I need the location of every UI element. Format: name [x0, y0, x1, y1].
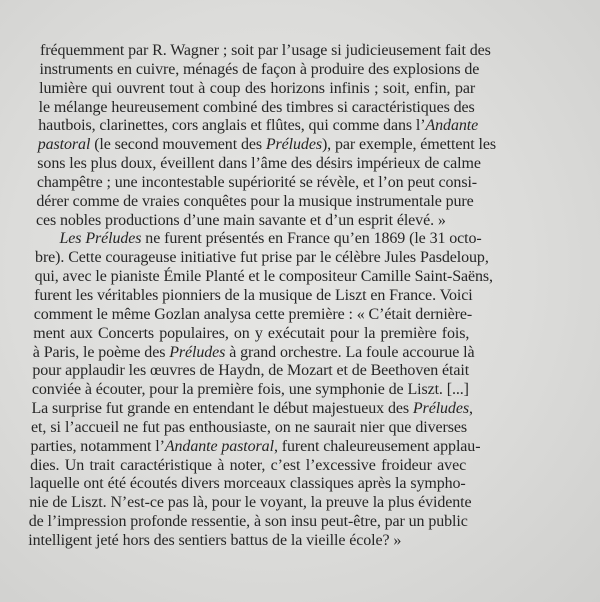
text-segment: laquelle ont été écoutés divers morceaux classiques après la sympho- [29, 475, 466, 493]
text-line [32, 343, 475, 363]
text-line [36, 230, 482, 249]
text-line [39, 99, 475, 118]
text-line [36, 193, 472, 212]
text-segment: à Paris, le poème des [32, 343, 170, 361]
text-segment: le mélange heureusement combiné des timbres si caractéristiques des [38, 98, 475, 116]
text-line [29, 494, 472, 513]
text-segment: fréquemment par R. Wagner ; soit par l’usage si judicieusement fait des [40, 42, 491, 59]
italic-title-text: Andante pastoral [164, 437, 274, 455]
text-segment: de l’impression profonde ressentie, à son insu peut-être, par un public [28, 513, 468, 531]
text-segment: dies. Un trait caractéristique à noter, c’est l’excessive froideur avec [30, 456, 467, 474]
text-line [28, 532, 464, 551]
text-segment: sons les plus doux, éveillent dans l’âme des désirs impérieux de calme [37, 155, 481, 173]
text-line [36, 212, 472, 231]
text-segment: et, si l’accueil ne fut pas enthousiaste, on ne saurait nier que diverses [31, 418, 467, 436]
italic-title-text: Préludes [169, 343, 226, 361]
text-segment: lumière qui ouvrent tout à coup des horizons infinis ; soit, enfin, par [39, 79, 476, 97]
text-segment: furent les véritables pionniers de la musique de Liszt en France. Voici [34, 286, 473, 304]
text-segment: ces nobles productions d’une main savante et d’un esprit élevé. » [35, 211, 446, 229]
text-segment: hautbois, clarinettes, cors anglais et flûtes, qui comme dans l’ [38, 117, 426, 135]
text-segment: ment aux Concerts populaires, on y exécutait pour la première fois, [33, 324, 470, 342]
text-line [33, 325, 469, 344]
text-line [39, 80, 475, 99]
text-segment: pour applaudir les œuvres de Haydn, de Mozart et de Beethoven était [32, 362, 470, 380]
text-line [34, 286, 473, 306]
text-segment: instruments en cuivre, ménagés de façon à produire des explosions de [39, 60, 480, 78]
text-segment: nie de Liszt. N’est-ce pas là, pour le voyant, la preuve la plus évidente [29, 494, 472, 512]
text-line [30, 437, 481, 457]
text-segment: , [468, 400, 473, 418]
text-line [37, 136, 496, 155]
italic-title-text: Andante [425, 117, 479, 135]
text-segment: conviée à écouter, pour la première fois, une symphonie de Liszt. [...] [31, 381, 469, 399]
text-segment: qui, avec le pianiste Émile Planté et le compositeur Camille Saint-Saëns, [34, 268, 493, 286]
text-line [40, 42, 491, 61]
italic-title-text: Les Préludes [59, 230, 142, 248]
text-segment: dérer comme de vraies conquêtes pour la musique instrumentale pure [36, 192, 474, 210]
text-line [31, 400, 473, 419]
text-line [30, 475, 466, 494]
text-line [35, 249, 489, 268]
text-line [33, 305, 473, 325]
text-segment: La surprise fut grande en entendant le début majestueux des [31, 400, 413, 418]
text-line [30, 457, 466, 476]
text-line [32, 381, 468, 400]
text-segment: champêtre ; une incontestable supériorité se révèle, et l’on peut consi- [36, 173, 478, 191]
book-page-text [28, 42, 496, 551]
text-segment: intelligent jeté hors des sentiers battus de la vieille école? » [28, 531, 402, 549]
text-line [36, 173, 478, 193]
text-segment: à grand orchestre. La foule accourue là [225, 343, 475, 361]
text-segment: ne furent présentés en France qu’en 1869 (le 31 octo- [141, 230, 482, 248]
text-line [32, 362, 468, 381]
text-segment: comment le même Gozlan analysa cette première : « C’était dernière- [33, 305, 473, 323]
text-line [38, 117, 479, 136]
text-segment: parties, notamment l’ [30, 437, 165, 455]
text-segment: ), par exemple, émettent les [321, 136, 496, 154]
text-line [28, 513, 468, 532]
text-line [34, 268, 493, 287]
text-line [31, 419, 467, 438]
text-line [39, 60, 480, 80]
text-line [37, 155, 481, 174]
text-segment: , furent chaleureusement applau- [273, 437, 481, 455]
text-segment: (le second mouvement des [90, 136, 266, 154]
italic-title-text: Préludes [412, 400, 469, 418]
italic-title-text: pastoral [37, 136, 91, 154]
italic-title-text: Préludes [265, 136, 322, 154]
text-segment: bre). Cette courageuse initiative fut prise par le célèbre Jules Pasdeloup, [35, 249, 489, 267]
